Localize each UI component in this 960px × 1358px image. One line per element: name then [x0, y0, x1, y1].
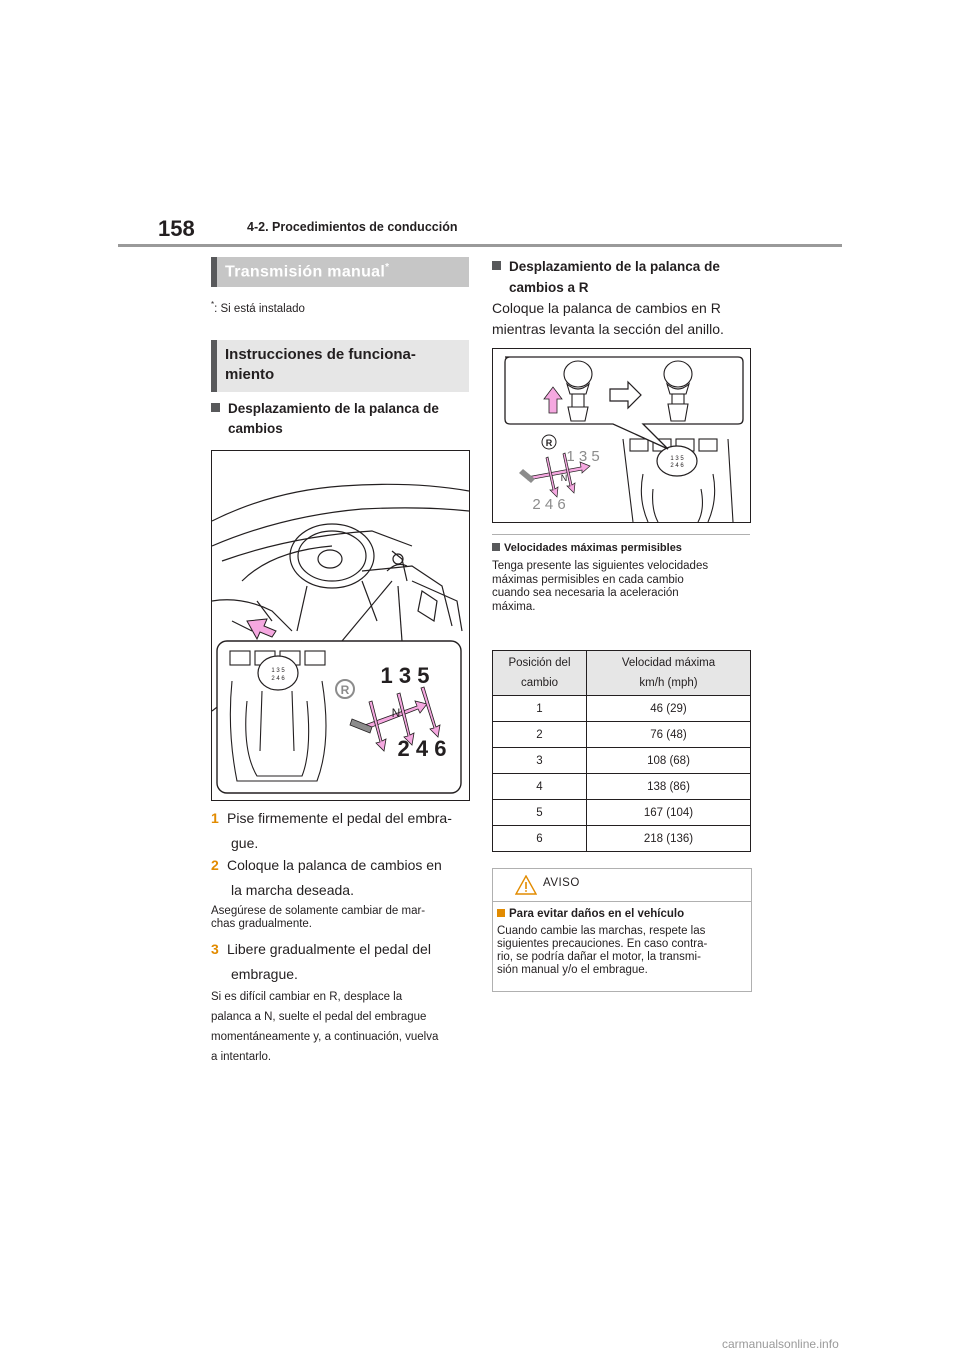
header-rule	[118, 244, 842, 247]
warning-heading-text: Para evitar daños en el vehículo	[509, 908, 685, 920]
note-step-2-line1: Asegúrese de solamente cambiar de mar-	[211, 905, 426, 917]
step-2-line1: Coloque la palanca de cambios en	[227, 857, 442, 873]
footnote-text: : Si está instalado	[214, 302, 305, 315]
step-3	[211, 937, 471, 987]
square-bullet-icon	[211, 403, 220, 412]
table-cell-gear: 4	[493, 774, 587, 800]
warning-body-line: Cuando cambie las marchas, respete las	[497, 925, 706, 937]
table-row	[493, 826, 751, 852]
table-header-row	[493, 651, 751, 696]
svg-text:2 4 6: 2 4 6	[670, 463, 684, 469]
table-header-speed-line2: km/h (mph)	[639, 677, 698, 689]
step-2-line2: la marcha deseada.	[231, 882, 354, 898]
speeds-text	[492, 560, 754, 614]
table-header-speed-line1: Velocidad máxima	[621, 657, 716, 669]
reverse-text-line2: mientras levanta la sección del anillo.	[492, 321, 724, 337]
table-row	[493, 748, 751, 774]
step-1-line1: Pise firmemente el pedal del embra-	[227, 810, 452, 826]
table-cell-speed: 108 (68)	[587, 748, 751, 774]
page-title	[225, 262, 389, 281]
speeds-heading-text: Velocidades máximas permisibles	[504, 542, 682, 554]
svg-text:1 3 5: 1 3 5	[271, 668, 285, 674]
step-3-line1: Libere gradualmente el pedal del	[227, 941, 431, 957]
footnote	[211, 300, 305, 315]
figure2-label-bottom: 2 4 6	[532, 496, 566, 513]
speeds-heading	[492, 542, 754, 554]
step-3-number: 3	[211, 941, 219, 957]
shift-heading-line2: cambios	[228, 421, 283, 436]
square-bullet-icon	[492, 261, 501, 270]
speeds-text-line: cuando sea necesaria la aceleración	[492, 587, 679, 599]
step-1-number: 1	[211, 810, 219, 826]
figure1-label-r: R	[340, 683, 350, 697]
table-row	[493, 774, 751, 800]
step-2	[211, 853, 471, 903]
square-bullet-icon	[497, 909, 505, 917]
table-cell-speed: 218 (136)	[587, 826, 751, 852]
warning-body-line: rio, se podría dañar el motor, la transmi-	[497, 951, 701, 963]
speeds-text-line: Tenga presente las siguientes velocidades	[492, 560, 709, 572]
reverse-heading-line1: Desplazamiento de la palanca de	[509, 259, 720, 274]
speeds-text-line: máxima.	[492, 600, 536, 613]
page-number: 158	[158, 216, 195, 241]
table-cell-speed: 46 (29)	[587, 696, 751, 722]
table-cell-gear: 2	[493, 722, 587, 748]
warning-label: AVISO	[543, 877, 580, 889]
cockpit-illustration	[212, 451, 469, 800]
svg-text:1 3 5: 1 3 5	[670, 456, 684, 462]
table-row	[493, 696, 751, 722]
svg-text:2 4 6: 2 4 6	[271, 676, 285, 682]
figure2-label-n: N	[560, 473, 568, 483]
note-step-3-line: palanca a N, suelte el pedal del embrague	[211, 1011, 427, 1023]
reverse-heading-line2: cambios a R	[509, 280, 589, 295]
subtitle-band-bar	[211, 340, 217, 392]
shift-pattern-figure	[211, 450, 470, 801]
warning-body	[497, 925, 737, 977]
table-header-gear-line2: cambio	[520, 677, 559, 689]
subtitle-band	[211, 340, 469, 392]
table-cell-speed: 138 (86)	[587, 774, 751, 800]
note-step-3-line: momentáneamente y, a continuación, vuelva	[211, 1031, 439, 1043]
title-mark: *	[385, 262, 390, 273]
footnote-mark: *	[211, 300, 215, 309]
note-step-2-line2: chas gradualmente.	[211, 918, 313, 930]
warning-triangle-icon	[515, 875, 537, 895]
divider	[492, 534, 750, 535]
reverse-text	[492, 298, 754, 340]
warning-body-line: siguientes precauciones. En caso contra-	[497, 938, 708, 950]
title-band-bar	[211, 257, 217, 287]
table-cell-gear: 1	[493, 696, 587, 722]
title-text: Transmisión manual	[225, 263, 386, 281]
table-cell-speed: 76 (48)	[587, 722, 751, 748]
table-cell-gear: 5	[493, 800, 587, 826]
shift-heading-line1: Desplazamiento de la palanca de	[228, 401, 439, 416]
figure1-label-bottom: 2 4 6	[397, 736, 447, 761]
table-header-gear-line1: Posición del	[508, 657, 571, 669]
warning-header	[493, 869, 751, 902]
step-1	[211, 806, 471, 856]
subtitle: Instrucciones de funciona-miento	[225, 346, 416, 383]
table-cell-gear: 6	[493, 826, 587, 852]
step-1-line2: gue.	[231, 835, 259, 851]
note-step-3	[211, 987, 473, 1067]
square-bullet-icon	[492, 543, 500, 551]
table-cell-speed: 167 (104)	[587, 800, 751, 826]
note-step-3-line: a intentarlo.	[211, 1051, 272, 1063]
warning-body-line: sión manual y/o el embrague.	[497, 964, 648, 976]
figure1-label-top: 1 3 5	[380, 663, 430, 688]
step-3-line2: embrague.	[231, 966, 298, 982]
table-header-speed	[587, 651, 751, 696]
figure2-label-r: R	[545, 438, 553, 448]
table-header-gear	[493, 651, 587, 696]
note-step-2	[211, 905, 471, 931]
table-cell-gear: 3	[493, 748, 587, 774]
section-header: 4-2. Procedimientos de conducción	[247, 220, 458, 234]
reverse-figure	[492, 348, 751, 523]
watermark: carmanualsonline.info	[722, 1337, 839, 1351]
shift-heading	[211, 399, 469, 439]
title-band	[211, 257, 469, 287]
step-2-number: 2	[211, 857, 219, 873]
warning-heading	[497, 908, 684, 920]
table-row	[493, 800, 751, 826]
figure1-label-n: N	[391, 706, 401, 720]
reverse-illustration	[493, 349, 750, 522]
table-row	[493, 722, 751, 748]
reverse-heading	[492, 256, 754, 298]
warning-box	[492, 868, 752, 992]
figure2-label-top: 1 3 5	[566, 448, 600, 465]
speeds-table	[492, 650, 751, 852]
speeds-text-line: máximas permisibles en cada cambio	[492, 573, 684, 586]
reverse-text-line1: Coloque la palanca de cambios en R	[492, 300, 721, 316]
note-step-3-line: Si es difícil cambiar en R, desplace la	[211, 991, 403, 1003]
